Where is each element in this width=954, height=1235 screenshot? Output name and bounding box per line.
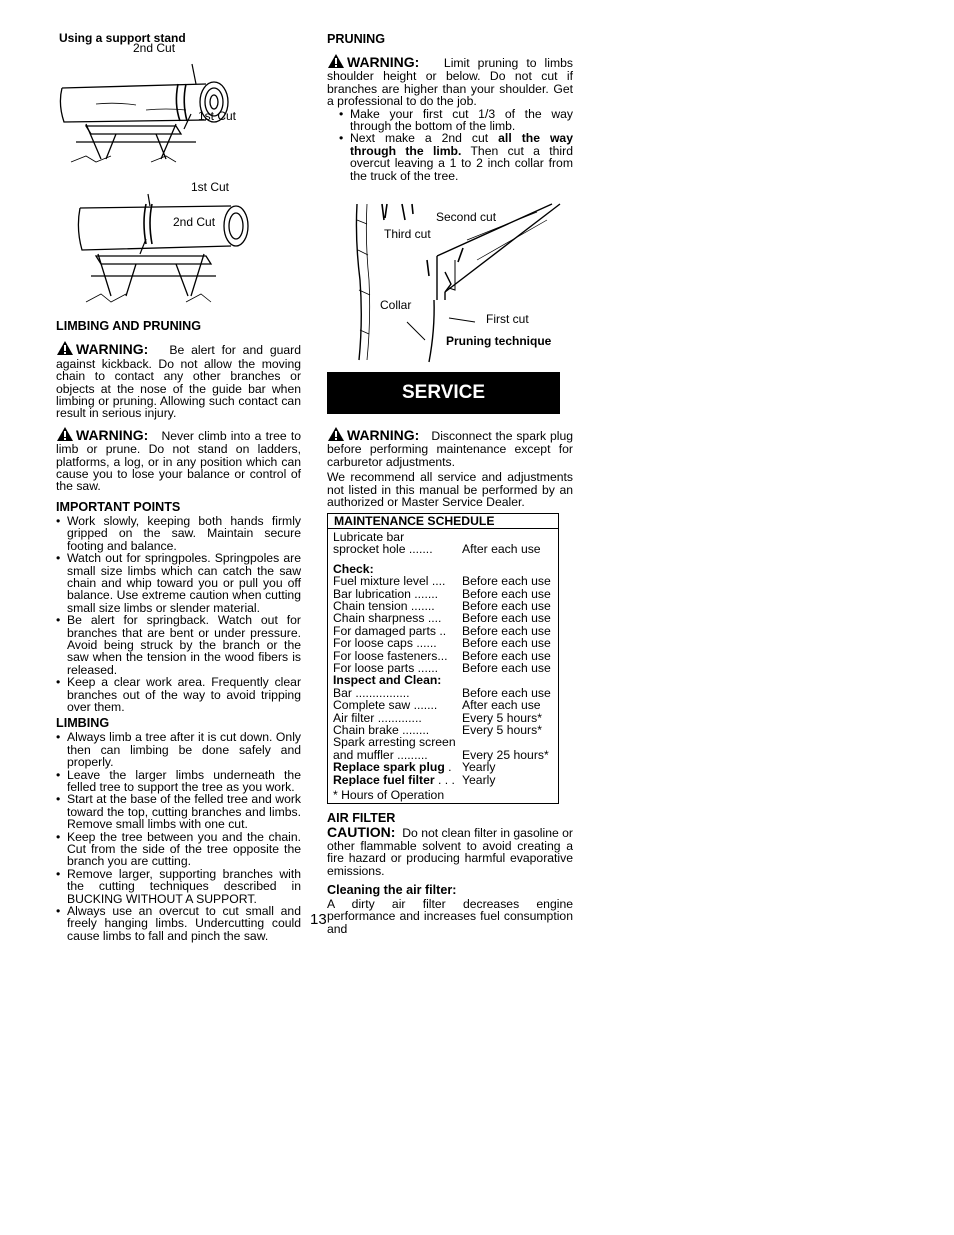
log-on-stand-illustration-1 [56, 41, 301, 169]
log-on-stand-illustration-2 [56, 184, 301, 317]
fig1-second-cut-label: 2nd Cut [133, 41, 176, 56]
caution-label: CAUTION: [327, 824, 396, 841]
warning-triangle-icon [327, 426, 345, 443]
support-stand-figure-2 [56, 180, 301, 317]
schedule-lube-line1: Lubricate bar [333, 529, 405, 544]
list-item: • Start at the base of the felled tree and work toward the top, cutting branches and limbs. Remove small limbs with one cut. [56, 793, 301, 830]
check-heading: Check: [333, 561, 374, 576]
spark-plug-warning-text: Disconnect the spark plug before performing maintenance except for carburetor adjustments. [327, 429, 574, 469]
list-item: • Next make a 2nd cut all the way through the limb. Then cut a third overcut leaving a 1 to 2 inch collar from the truck of the tree. [339, 132, 573, 182]
second-cut-label: Second cut [436, 210, 497, 225]
inspect-heading: Inspect and Clean: [333, 673, 442, 688]
table-row: Replace spark plug . Yearly [333, 760, 496, 775]
table-row: Air filter ............. Every 5 hours* [333, 710, 542, 725]
fig2-first-cut-label: 1st Cut [191, 180, 230, 195]
warning-triangle-icon [56, 426, 74, 443]
pruning-warning-text: Limit pruning to limbs shoulder height or below. Do not cut if branches are higher than your shoulder. Get a professional to do the job. [327, 56, 573, 109]
table-row: For loose parts ...... Before each use [333, 660, 551, 675]
air-filter-caution [327, 826, 573, 877]
service-banner: SERVICE [327, 372, 560, 414]
warning-triangle-icon [327, 53, 345, 70]
pruning-warning [327, 53, 573, 108]
table-row: Chain brake ........ Every 5 hours* [333, 723, 542, 737]
list-item: • Be alert for springback. Watch out for branches that are bent or under pressure. Avoid being struck by the branch or the saw when the tension in the wood fibers is released. [56, 614, 301, 676]
schedule-title: MAINTENANCE SCHEDULE [328, 514, 558, 529]
list-item: • Leave the larger limbs underneath the felled tree to support the tree as you work. [56, 769, 301, 794]
pruning-list [327, 108, 573, 182]
table-row: and muffler ......... Every 25 hours* [333, 747, 549, 762]
table-row: For loose caps ...... Before each use [333, 636, 551, 651]
left-column [56, 32, 301, 942]
warning-label: WARNING: [347, 427, 420, 444]
collar-label: Collar [380, 298, 412, 313]
table-row: Chain tension ....... Before each use [333, 598, 551, 613]
important-points-list [56, 515, 301, 714]
list-item: • Always use an overcut to cut small and freely hanging limbs. Undercutting could cause limbs to fall and pinch the saw. [56, 905, 301, 942]
list-item: • Always limb a tree after it is cut down. Only then can limbing be done safely and properly. [56, 731, 301, 768]
warning-label: WARNING: [76, 341, 149, 358]
air-filter-heading: AIR FILTER [327, 811, 396, 826]
spark-plug-warning [327, 426, 573, 468]
list-item: • Keep the tree between you and the chain. Cut from the side of the tree opposite the branch you are cutting. [56, 831, 301, 868]
climb-warning [56, 426, 301, 493]
table-row: For damaged parts .. Before each use [333, 623, 551, 638]
list-item: • Keep a clear work area. Frequently clear branches out of the way to avoid tripping over them. [56, 676, 301, 713]
table-row: sprocket hole ....... After each use [333, 542, 541, 557]
air-filter-caution-text: Do not clean filter in gasoline or other flammable solvent to avoid creating a fire hazard or producing harmful evaporative emissions. [327, 826, 573, 878]
table-row: Complete saw ....... After each use [333, 698, 541, 713]
schedule-footnote: * Hours of Operation [333, 788, 445, 803]
limbing-list [56, 731, 301, 942]
pruning-heading: PRUNING [327, 32, 386, 46]
third-cut-label: Third cut [384, 227, 431, 242]
table-row: Replace fuel filter . . . Yearly [333, 772, 496, 787]
limbing-heading: LIMBING [56, 716, 110, 731]
first-cut-label: First cut [486, 312, 529, 327]
warning-label: WARNING: [347, 54, 420, 70]
table-row: Bar ................ Before each use [333, 685, 551, 700]
kickback-warning-text: Be alert for and guard against kickback. Do not allow the moving chain to contact any other branches or objects at the nose of the guide bar when limbing or pruning. Allowing such contact can result in serious injury. [56, 343, 302, 421]
list-item: • Work slowly, keeping both hands firmly gripped on the saw. Maintain secure footing and balance. [56, 515, 301, 552]
warning-label: WARNING: [76, 426, 149, 443]
fig2-second-cut-label: 2nd Cut [173, 215, 216, 230]
support-stand-figure-1 [56, 41, 301, 169]
service-recommendation: We recommend all service and adjustments not listed in this manual be performed by an authorized or Master Service Dealer. [327, 470, 573, 510]
table-row: Bar lubrication ....... Before each use [333, 586, 551, 601]
list-item: • Watch out for springpoles. Springpoles are small size limbs which can catch the saw chain and whip toward you or pull you off balance. Use extreme caution when cutting small size limbs or slender material. [56, 552, 301, 614]
limbing-pruning-heading: LIMBING AND PRUNING [56, 319, 202, 334]
climb-warning-text: Never climb into a tree to limb or prune. Do not stand on ladders, platforms, a log, or in any position which can cause you to lose your balance or control of the saw. [56, 428, 301, 494]
table-row: For loose fasteners... Before each use [333, 648, 551, 663]
support-stand-title: Using a support stand [59, 31, 186, 45]
warning-triangle-icon [56, 340, 74, 357]
fig1-first-cut-label: 1st Cut [198, 109, 237, 124]
cleaning-air-filter-text: A dirty air filter decreases engine performance and increases fuel consumption and [327, 897, 573, 936]
kickback-warning [56, 340, 301, 419]
pruning-technique-figure [327, 200, 567, 366]
table-row: Fuel mixture level .... Before each use [333, 574, 551, 589]
list-item: • Make your first cut 1/3 of the way through the bottom of the limb. [339, 108, 573, 133]
table-row: Chain sharpness .... Before each use [333, 611, 551, 626]
important-points-heading: IMPORTANT POINTS [56, 499, 181, 514]
maintenance-schedule-table [327, 513, 559, 805]
right-column [327, 32, 573, 935]
page-number: 13 [310, 911, 327, 928]
pruning-caption: Pruning technique [446, 334, 552, 349]
schedule-spark-line1: Spark arresting screen [333, 735, 456, 750]
cleaning-air-filter-heading: Cleaning the air filter: [327, 883, 457, 898]
list-item: • Remove larger, supporting branches with the cutting techniques described in BUCKING WITHOUT A SUPPORT. [56, 868, 301, 905]
